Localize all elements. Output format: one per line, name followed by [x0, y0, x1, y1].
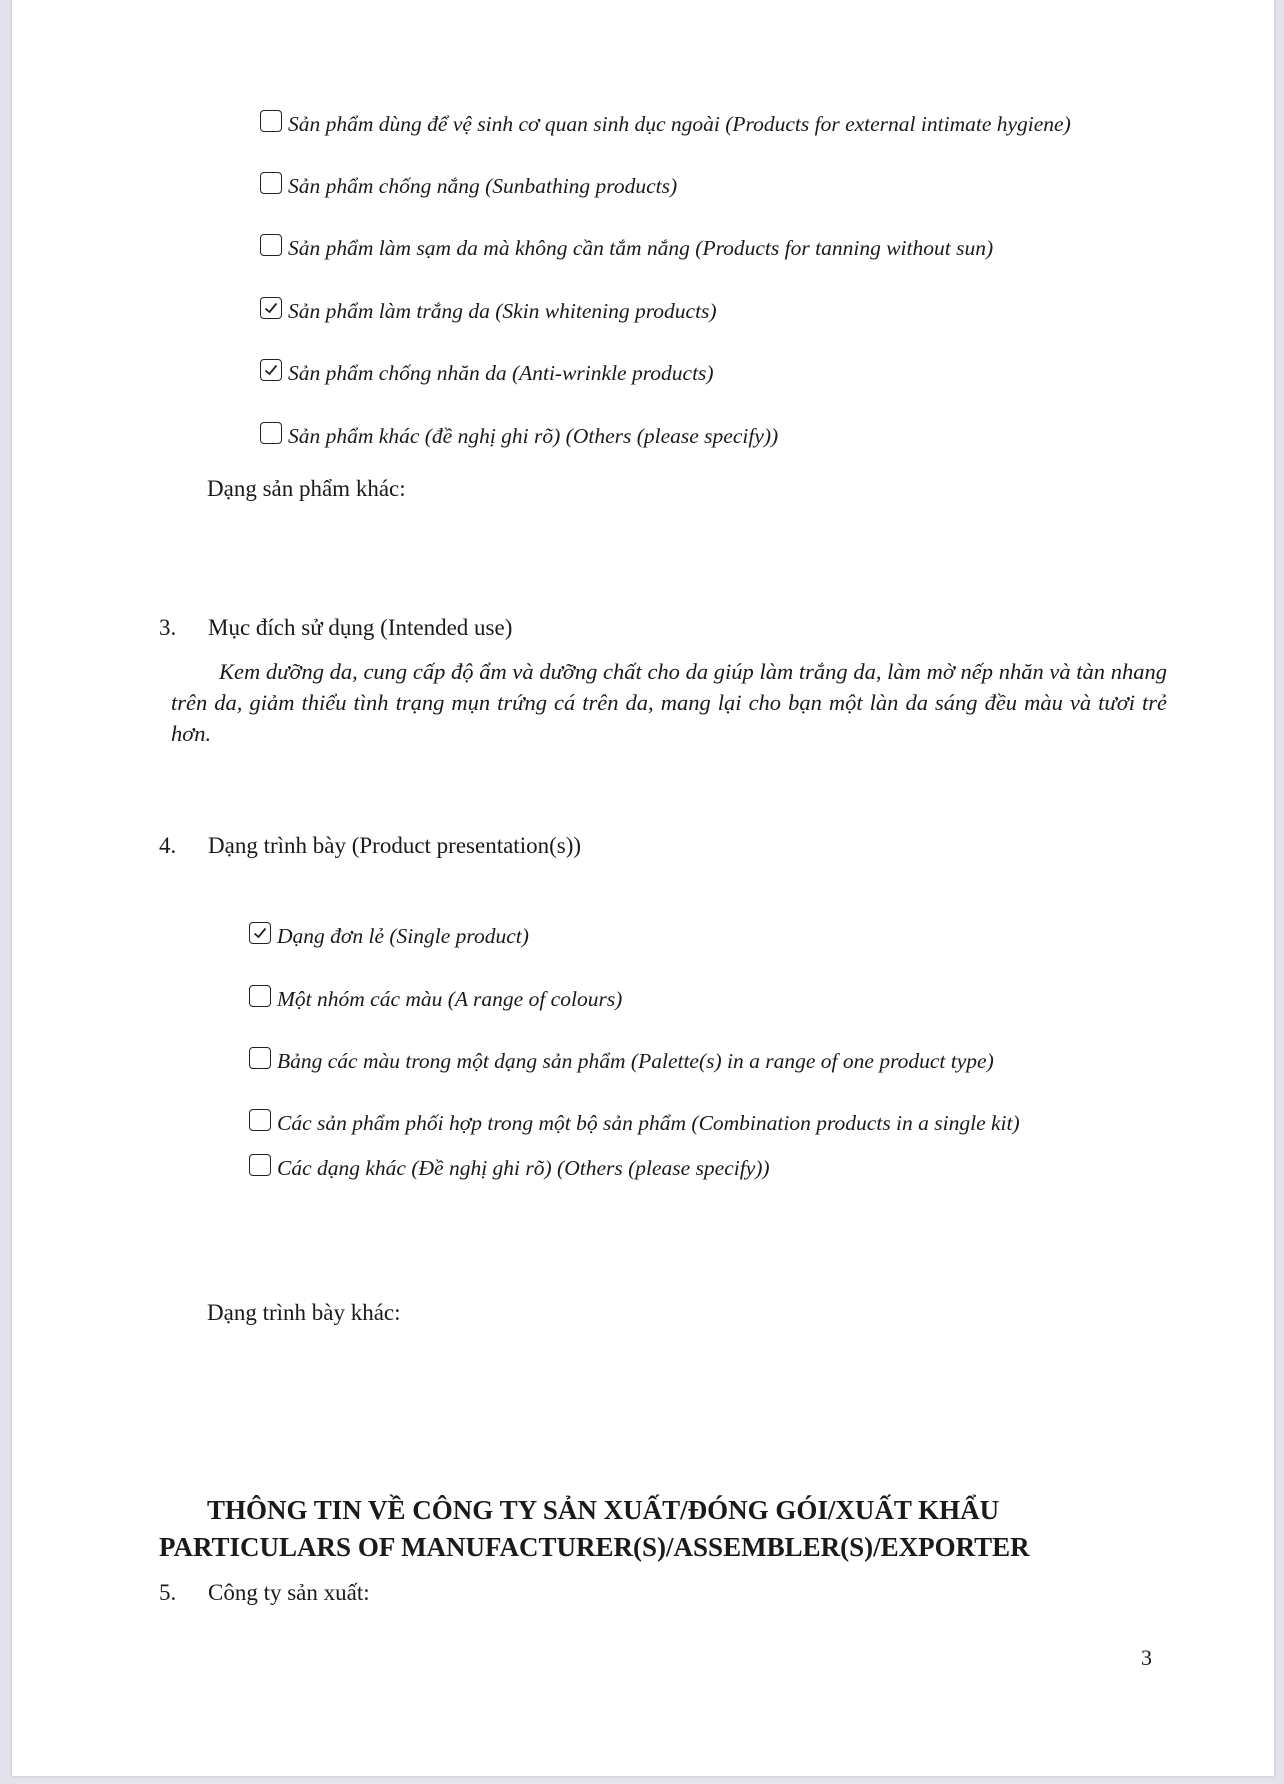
- other-presentation-label: Dạng trình bày khác:: [207, 1300, 401, 1325]
- checkbox-row-others[interactable]: [260, 424, 778, 449]
- checkbox[interactable]: [260, 422, 282, 444]
- document-page: [12, 0, 1274, 1776]
- checkbox-label: Sản phẩm làm trắng da (Skin whitening products): [288, 299, 717, 323]
- checkbox-checked[interactable]: [260, 297, 282, 319]
- checkbox-row-skin-whitening[interactable]: [260, 299, 717, 324]
- check-icon: [262, 361, 280, 379]
- intended-use-paragraph: Kem dưỡng da, cung cấp độ ẩm và dưỡng chất cho da giúp làm trắng da, làm mờ nếp nhăn và tàn nhang trên da, giảm thiểu tình trạng mụn trứng cá trên da, mang lại cho bạn một làn da sáng đều màu và tươi trẻ hơn.: [171, 659, 1167, 746]
- checkbox[interactable]: [249, 1154, 271, 1176]
- checkbox-row-range-of-colours[interactable]: [249, 987, 622, 1012]
- section-title: Công ty sản xuất:: [208, 1580, 370, 1605]
- other-product-type-label: Dạng sản phẩm khác:: [207, 476, 406, 501]
- checkbox-label: Sản phẩm làm sạm da mà không cần tắm nắng (Products for tanning without sun): [288, 236, 994, 260]
- checkbox-label: Sản phẩm chống nhăn da (Anti-wrinkle products): [288, 361, 714, 385]
- section-5-heading: [159, 1580, 370, 1606]
- checkbox-row-palettes[interactable]: [249, 1049, 994, 1074]
- checkbox-label: Sản phẩm khác (đề nghị ghi rõ) (Others (please specify)): [288, 424, 779, 448]
- checkbox[interactable]: [260, 172, 282, 194]
- checkbox-row-single-product[interactable]: [249, 924, 529, 949]
- checkbox-row-anti-wrinkle[interactable]: [260, 361, 714, 386]
- section-3-heading: [159, 615, 512, 641]
- checkbox[interactable]: [260, 234, 282, 256]
- checkbox-row-other-presentation[interactable]: [249, 1156, 770, 1181]
- checkbox-row-combination-kit[interactable]: [249, 1111, 1020, 1136]
- checkbox[interactable]: [249, 1047, 271, 1069]
- checkbox-row-tanning[interactable]: [260, 236, 993, 261]
- checkbox[interactable]: [260, 110, 282, 132]
- page-number: 3: [1141, 1645, 1152, 1670]
- checkbox-row-intimate-hygiene[interactable]: [260, 112, 1071, 137]
- checkbox-label: Một nhóm các màu (A range of colours): [277, 987, 623, 1011]
- section-number: 4.: [159, 833, 177, 858]
- checkbox-checked[interactable]: [249, 922, 271, 944]
- section-4-heading: [159, 833, 581, 859]
- section-number: 3.: [159, 615, 177, 640]
- section-title: Mục đích sử dụng (Intended use): [208, 615, 513, 640]
- checkbox[interactable]: [249, 985, 271, 1007]
- checkbox-checked[interactable]: [260, 359, 282, 381]
- checkbox-label: Các sản phẩm phối hợp trong một bộ sản phẩm (Combination products in a single kit): [277, 1111, 1020, 1135]
- check-icon: [262, 299, 280, 317]
- checkbox-label: Các dạng khác (Đề nghị ghi rõ) (Others (please specify)): [277, 1156, 770, 1180]
- checkbox-label: Sản phẩm chống nắng (Sunbathing products): [288, 174, 678, 198]
- check-icon: [251, 924, 269, 942]
- checkbox-label: Bảng các màu trong một dạng sản phẩm (Palette(s) in a range of one product type): [277, 1049, 994, 1073]
- section-number: 5.: [159, 1580, 177, 1605]
- checkbox[interactable]: [249, 1109, 271, 1131]
- checkbox-row-sunbathing[interactable]: [260, 174, 677, 199]
- heading-vietnamese: THÔNG TIN VỀ CÔNG TY SẢN XUẤT/ĐÓNG GÓI/XUẤT KHẨU: [207, 1495, 1000, 1525]
- checkbox-label: Dạng đơn lẻ (Single product): [277, 924, 529, 948]
- section-title: Dạng trình bày (Product presentation(s)): [208, 833, 582, 858]
- heading-english: PARTICULARS OF MANUFACTURER(S)/ASSEMBLER(S)/EXPORTER: [159, 1532, 1030, 1562]
- checkbox-label: Sản phẩm dùng để vệ sinh cơ quan sinh dục ngoài (Products for external intimate hygiene): [288, 112, 1071, 136]
